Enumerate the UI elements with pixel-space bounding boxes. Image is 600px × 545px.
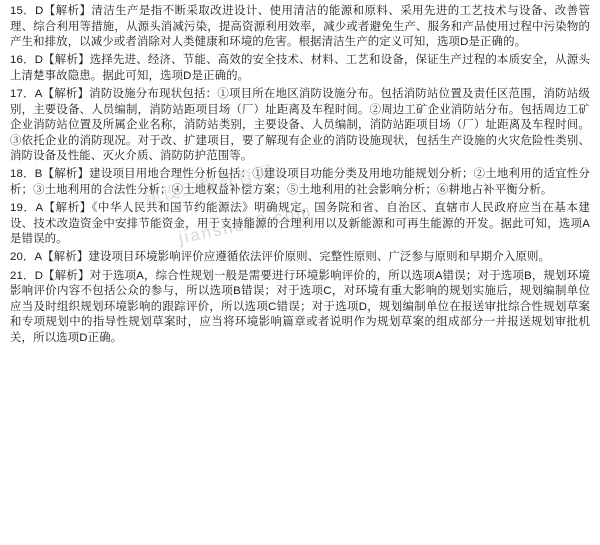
answer-item-18: 18．B【解析】建设项目用地合理性分析包括：①建设项目功能分类及用地功能规划分析；②土地利用的适宜性分析；③土地利用的合法性分析；④土地权益补偿方案；⑤土地利用的社会影响分析；⑥耕地占补平衡分析。 (10, 168, 590, 197)
watermark-line-1: 建设工程教育网 (142, 161, 277, 209)
answer-item-15: 15．D【解析】清洁生产是指不断采取改进设计、使用清洁的能源和原料、采用先进的工艺技术与设备、改善管理、综合利用等措施，从源头消减污染，提高资源利用效率，减少或者避免生产、服务和产品使用过程中污染物的产生和排放，以减少或者消除对人类健康和环境的危害。根据清洁生产的定义可知，选项D是正确的。 (10, 5, 590, 49)
answer-item-17: 17．A【解析】消防设施分布现状包括：①项目所在地区消防设施分布。包括消防站位置及责任区范围，消防站级别，主要设备、人员编制，消防站距项目场（厂）址距离及车程时间。②周边工矿企业消防站分布。包括周边工矿企业消防站位置及所属企业名称，消防站类别，主要设备、人员编制，消防站距项目场（厂）址距离及车程时间。③依托企业的消防现况。对于改、扩建项目，要了解现有企业的消防设施现状，包括生产设施的火灾危险性类别、消防设备及性能、灭火介质、消防防护范围等。 (10, 87, 590, 163)
answer-item-19: 19．A【解析】《中华人民共和国节约能源法》明确规定，国务院和省、自治区、直辖市人民政府应当在基本建设、技术改造资金中安排节能资金，用于支持能源的合理利用以及新能源和可再生能源的开发。据此可知，选项A是错误的。 (10, 202, 590, 246)
answer-item-21: 21．D【解析】对于选项A，综合性规划一般是需要进行环境影响评价的，所以选项A错误；对于选项B，规划环境影响评价内容不包括公众的参与，所以选项B错误；对于选项C，对环境有重大影响的规划实施后，规划编制单位应当及时组织规划环境影响的跟踪评价，所以选项C错误；对于选项D，规划编制单位在报送审批综合性规划草案和专项规划中的指导性规划草案时，应当将环境影响篇章或者说明作为规划草案的组成部分一并报送规划审批机关，所以选项D正确。 (10, 269, 590, 344)
watermark-line-2: jianshe99.com (177, 200, 314, 248)
answer-item-16: 16．D【解析】选择先进、经济、节能、高效的安全技术、材料、工艺和设备，保证生产过程的本质安全，从源头上清楚事故隐患。据此可知，选项D是正确的。 (10, 54, 590, 82)
answer-item-20: 20．A【解析】建设项目环境影响评价应遵循依法评价原则、完整性原则、广泛参与原则和早期介入原则。 (10, 251, 551, 264)
